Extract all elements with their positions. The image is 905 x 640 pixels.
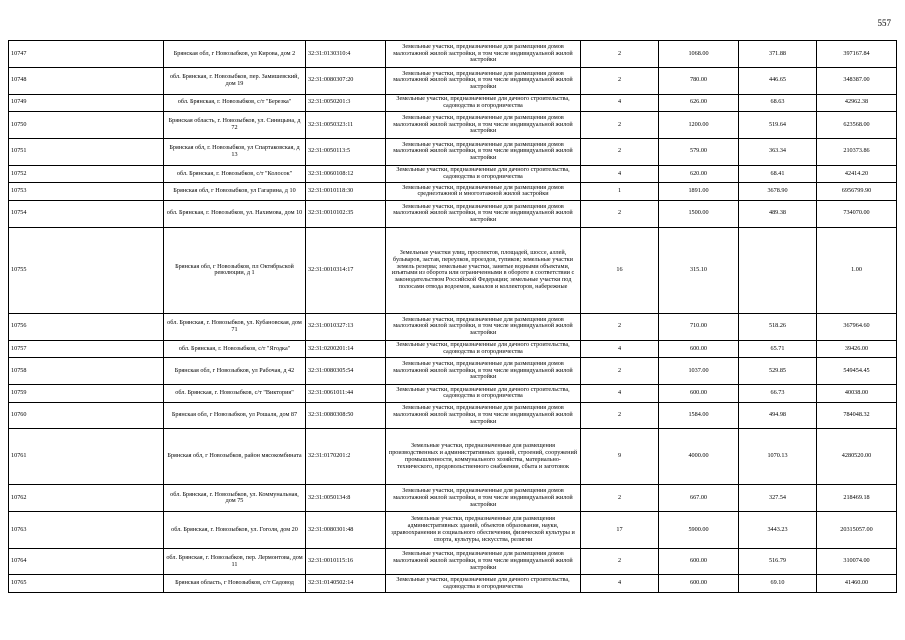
cadastral-value-cell: 4280520.00	[817, 429, 897, 485]
cadastral-value-cell: 623568.00	[817, 112, 897, 139]
address-cell: Брянская обл, г Новозыбков, ул Гагарина, д 10	[164, 183, 306, 201]
land-use-cell: Земельные участки, предназначенные для размещения производственных и административных зданий, строений, сооружений промышленности, коммунального хозяйства, материально-технического, продовольственного снабжения, сбыта и заготовок	[386, 429, 581, 485]
land-use-cell: Земельные участки, предназначенные для дачного строительства, садоводства и огородничества	[386, 385, 581, 403]
land-use-cell: Земельные участки улиц, проспектов, площадей, шоссе, аллей, бульваров, застав, переулков, проездов, тупиков; земельные участки земель резерва; земельные участки, занятые водными объектами, изъятыми из оборота или ограниченными в обороте в соответствии с законодательством Российской Федерации; земельные участки под полосами отвода водоемов, каналов и коллекторов, набережные	[386, 227, 581, 313]
unit-price-cell: 69.10	[739, 575, 817, 593]
table-row	[9, 385, 897, 403]
cadastral-value-cell: 734070.00	[817, 200, 897, 227]
table-row	[9, 112, 897, 139]
area-cell: 4000.00	[659, 429, 739, 485]
land-use-cell: Земельные участки, предназначенные для размещения домов малоэтажной жилой застройки, в том числе индивидуальной жилой застройки	[386, 138, 581, 165]
category-cell: 2	[581, 112, 659, 139]
table-row	[9, 429, 897, 485]
category-cell: 2	[581, 402, 659, 429]
row-id-cell: 10751	[9, 138, 164, 165]
category-cell: 2	[581, 313, 659, 340]
cadastral-number-cell: 32:31:0010115:16	[306, 548, 386, 575]
area-cell: 710.00	[659, 313, 739, 340]
unit-price-cell: 68.63	[739, 94, 817, 112]
row-id-cell: 10759	[9, 385, 164, 403]
cadastral-value-cell: 367964.60	[817, 313, 897, 340]
land-use-cell: Земельные участки, предназначенные для дачного строительства, садоводства и огородничества	[386, 165, 581, 183]
row-id-cell: 10757	[9, 340, 164, 358]
area-cell: 315.10	[659, 227, 739, 313]
page-number: 557	[877, 18, 891, 28]
table-body	[9, 41, 897, 593]
row-id-cell: 10761	[9, 429, 164, 485]
row-id-cell: 10762	[9, 485, 164, 512]
cadastral-number-cell: 32:31:0060108:12	[306, 165, 386, 183]
category-cell: 4	[581, 165, 659, 183]
area-cell: 626.00	[659, 94, 739, 112]
row-id-cell: 10753	[9, 183, 164, 201]
unit-price-cell: 519.64	[739, 112, 817, 139]
row-id-cell: 10750	[9, 112, 164, 139]
area-cell: 620.00	[659, 165, 739, 183]
cadastral-value-cell: 40038.00	[817, 385, 897, 403]
cadastral-number-cell: 32:31:0050323:11	[306, 112, 386, 139]
address-cell: Брянская обл, г Новозыбков, район мясокомбината	[164, 429, 306, 485]
land-use-cell: Земельные участки, предназначенные для дачного строительства, садоводства и огородничества	[386, 340, 581, 358]
cadastral-value-cell: 784048.32	[817, 402, 897, 429]
category-cell: 2	[581, 138, 659, 165]
row-id-cell: 10747	[9, 41, 164, 68]
cadastral-value-cell: 1.00	[817, 227, 897, 313]
category-cell: 4	[581, 385, 659, 403]
category-cell: 2	[581, 200, 659, 227]
row-id-cell: 10749	[9, 94, 164, 112]
land-use-cell: Земельные участки, предназначенные для размещения домов малоэтажной жилой застройки, в том числе индивидуальной жилой застройки	[386, 200, 581, 227]
cadastral-value-cell: 549454.45	[817, 358, 897, 385]
cadastral-value-cell: 41460.00	[817, 575, 897, 593]
area-cell: 579.00	[659, 138, 739, 165]
address-cell: обл. Брянская, г. Новозыбков, ул. Коммунальная, дом 75	[164, 485, 306, 512]
area-cell: 667.00	[659, 485, 739, 512]
unit-price-cell	[739, 227, 817, 313]
cadastral-value-cell: 6956799.90	[817, 183, 897, 201]
table-row	[9, 575, 897, 593]
land-use-cell: Земельные участки, предназначенные для дачного строительства, садоводства и огородничества	[386, 94, 581, 112]
land-use-cell: Земельные участки, предназначенные для размещения домов малоэтажной жилой застройки, в том числе индивидуальной жилой застройки	[386, 313, 581, 340]
cadastral-number-cell: 32:31:0200201:14	[306, 340, 386, 358]
cadastral-number-cell: 32:31:0050113:5	[306, 138, 386, 165]
cadastral-number-cell: 32:31:0061011:44	[306, 385, 386, 403]
cadastral-number-cell: 32:31:0010118:30	[306, 183, 386, 201]
cadastral-value-table-container	[8, 40, 896, 593]
cadastral-number-cell: 32:31:0010327:13	[306, 313, 386, 340]
land-use-cell: Земельные участки, предназначенные для размещения домов малоэтажной жилой застройки, в том числе индивидуальной жилой застройки	[386, 402, 581, 429]
table-row	[9, 402, 897, 429]
area-cell: 1037.00	[659, 358, 739, 385]
cadastral-number-cell: 32:31:0080301:48	[306, 512, 386, 549]
cadastral-value-cell: 210373.86	[817, 138, 897, 165]
land-use-cell: Земельные участки, предназначенные для дачного строительства, садоводства и огородничества	[386, 575, 581, 593]
area-cell: 600.00	[659, 548, 739, 575]
cadastral-number-cell: 32:31:0080308:50	[306, 402, 386, 429]
land-use-cell: Земельные участки, предназначенные для размещения домов малоэтажной жилой застройки, в том числе индивидуальной жилой застройки	[386, 67, 581, 94]
address-cell: Брянская обл, г. Новозыбков, ул Спартаковская, д 13	[164, 138, 306, 165]
category-cell: 4	[581, 94, 659, 112]
table-row	[9, 165, 897, 183]
row-id-cell: 10760	[9, 402, 164, 429]
address-cell: Брянская обл, г Новозыбков, ул Кирова, дом 2	[164, 41, 306, 68]
category-cell: 2	[581, 67, 659, 94]
area-cell: 1584.00	[659, 402, 739, 429]
unit-price-cell: 446.65	[739, 67, 817, 94]
area-cell: 1500.00	[659, 200, 739, 227]
table-row	[9, 340, 897, 358]
category-cell: 17	[581, 512, 659, 549]
category-cell: 1	[581, 183, 659, 201]
cadastral-value-cell: 42962.38	[817, 94, 897, 112]
unit-price-cell: 489.38	[739, 200, 817, 227]
area-cell: 600.00	[659, 575, 739, 593]
address-cell: Брянская область, г. Новозыбков, ул. Синицына, д 72	[164, 112, 306, 139]
area-cell: 1200.00	[659, 112, 739, 139]
cadastral-value-cell: 20315057.00	[817, 512, 897, 549]
cadastral-value-cell: 218469.18	[817, 485, 897, 512]
cadastral-number-cell: 32:31:0080307:20	[306, 67, 386, 94]
table-row	[9, 358, 897, 385]
table-row	[9, 94, 897, 112]
unit-price-cell: 494.98	[739, 402, 817, 429]
row-id-cell: 10764	[9, 548, 164, 575]
row-id-cell: 10758	[9, 358, 164, 385]
unit-price-cell: 529.85	[739, 358, 817, 385]
cadastral-value-cell: 39426.00	[817, 340, 897, 358]
cadastral-value-cell: 310074.00	[817, 548, 897, 575]
category-cell: 4	[581, 575, 659, 593]
unit-price-cell: 65.71	[739, 340, 817, 358]
unit-price-cell: 516.79	[739, 548, 817, 575]
cadastral-value-cell: 42414.20	[817, 165, 897, 183]
address-cell: обл. Брянская, г. Новозыбков, с/т "Березка"	[164, 94, 306, 112]
table-row	[9, 67, 897, 94]
category-cell: 2	[581, 548, 659, 575]
address-cell: обл. Брянская, г. Новозыбков, ул. Нахимова, дом 10	[164, 200, 306, 227]
cadastral-number-cell: 32:31:0080305:54	[306, 358, 386, 385]
unit-price-cell: 3678.90	[739, 183, 817, 201]
area-cell: 780.00	[659, 67, 739, 94]
land-use-cell: Земельные участки, предназначенные для размещения домов малоэтажной жилой застройки, в том числе индивидуальной жилой застройки	[386, 112, 581, 139]
cadastral-value-cell: 348387.00	[817, 67, 897, 94]
row-id-cell: 10748	[9, 67, 164, 94]
address-cell: обл. Брянская, г. Новозыбков, пер. Замишевский, дом 19	[164, 67, 306, 94]
area-cell: 1068.00	[659, 41, 739, 68]
unit-price-cell: 371.88	[739, 41, 817, 68]
cadastral-value-table	[8, 40, 897, 593]
land-use-cell: Земельные участки, предназначенные для размещения домов малоэтажной жилой застройки, в том числе индивидуальной жилой застройки	[386, 41, 581, 68]
table-row	[9, 548, 897, 575]
address-cell: Брянская обл, г Новозыбков, ул Рошаля, дом 87	[164, 402, 306, 429]
table-row	[9, 313, 897, 340]
category-cell: 2	[581, 41, 659, 68]
cadastral-number-cell: 32:31:0170201:2	[306, 429, 386, 485]
land-use-cell: Земельные участки, предназначенные для размещения домов среднеэтажной и многоэтажной жилой застройки	[386, 183, 581, 201]
address-cell: обл. Брянская, г. Новозыбков, с/т "Колосок"	[164, 165, 306, 183]
unit-price-cell: 518.26	[739, 313, 817, 340]
row-id-cell: 10763	[9, 512, 164, 549]
area-cell: 1891.00	[659, 183, 739, 201]
table-row	[9, 41, 897, 68]
area-cell: 5900.00	[659, 512, 739, 549]
unit-price-cell: 1070.13	[739, 429, 817, 485]
category-cell: 4	[581, 340, 659, 358]
row-id-cell: 10756	[9, 313, 164, 340]
unit-price-cell: 68.41	[739, 165, 817, 183]
address-cell: обл. Брянская, г. Новозыбков, ул. Кубановская, дом 71	[164, 313, 306, 340]
table-row	[9, 138, 897, 165]
cadastral-number-cell: 32:31:0050201:3	[306, 94, 386, 112]
row-id-cell: 10755	[9, 227, 164, 313]
row-id-cell: 10765	[9, 575, 164, 593]
unit-price-cell: 327.54	[739, 485, 817, 512]
unit-price-cell: 3443.23	[739, 512, 817, 549]
cadastral-value-cell: 397167.84	[817, 41, 897, 68]
category-cell: 9	[581, 429, 659, 485]
table-row	[9, 485, 897, 512]
table-row	[9, 512, 897, 549]
land-use-cell: Земельные участки, предназначенные для размещения домов малоэтажной жилой застройки, в том числе индивидуальной жилой застройки	[386, 358, 581, 385]
address-cell: обл. Брянская, г. Новозыбков, с/т "Ягодка"	[164, 340, 306, 358]
address-cell: Брянская обл, г Новозыбков, пл Октябрьской революции, д 1	[164, 227, 306, 313]
cadastral-number-cell: 32:31:0130310:4	[306, 41, 386, 68]
table-row	[9, 200, 897, 227]
address-cell: обл. Брянская, г. Новозыбков, пер. Лермонтова, дом 11	[164, 548, 306, 575]
area-cell: 600.00	[659, 385, 739, 403]
cadastral-number-cell: 32:31:0010102:35	[306, 200, 386, 227]
cadastral-number-cell: 32:31:0050134:8	[306, 485, 386, 512]
category-cell: 2	[581, 358, 659, 385]
cadastral-number-cell: 32:31:0010314:17	[306, 227, 386, 313]
unit-price-cell: 363.34	[739, 138, 817, 165]
address-cell: Брянская обл, г Новозыбков, ул Рабочая, д 42	[164, 358, 306, 385]
cadastral-number-cell: 32:31:0140502:14	[306, 575, 386, 593]
category-cell: 16	[581, 227, 659, 313]
land-use-cell: Земельные участки, предназначенные для размещения домов малоэтажной жилой застройки, в том числе индивидуальной жилой застройки	[386, 485, 581, 512]
land-use-cell: Земельные участки, предназначенные для размещения домов малоэтажной жилой застройки, в том числе индивидуальной жилой застройки	[386, 548, 581, 575]
address-cell: Брянская область, г Новозыбков, с/т Садовод	[164, 575, 306, 593]
row-id-cell: 10752	[9, 165, 164, 183]
area-cell: 600.00	[659, 340, 739, 358]
land-use-cell: Земельные участки, предназначенные для размещения административных зданий, объектов образования, науки, здравоохранения и социального обеспечения, физической культуры и спорта, культуры, искусства, религии	[386, 512, 581, 549]
row-id-cell: 10754	[9, 200, 164, 227]
category-cell: 2	[581, 485, 659, 512]
address-cell: обл. Брянская, г. Новозыбков, с/т "Виктория"	[164, 385, 306, 403]
unit-price-cell: 66.73	[739, 385, 817, 403]
address-cell: обл. Брянская, г. Новозыбков, ул. Гоголя, дом 20	[164, 512, 306, 549]
table-row	[9, 183, 897, 201]
table-row	[9, 227, 897, 313]
